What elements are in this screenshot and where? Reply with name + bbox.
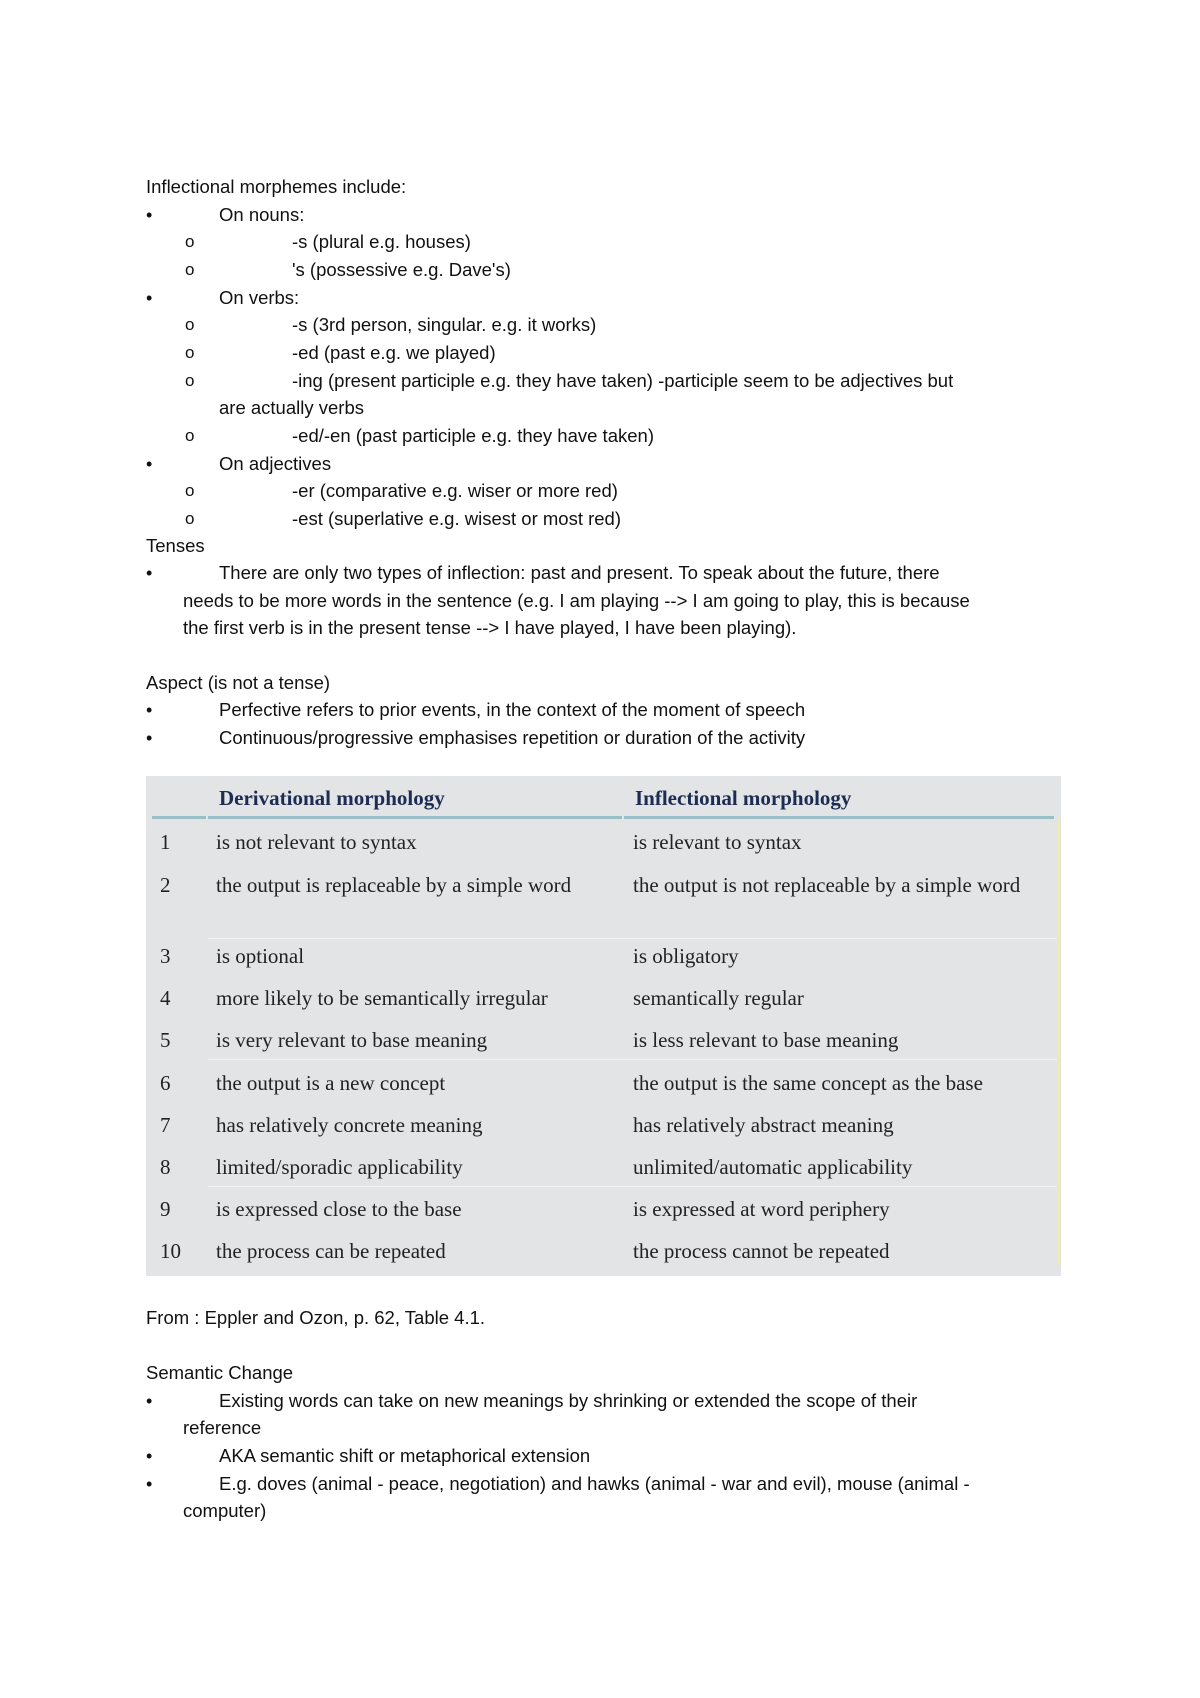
adjective-item: -est (superlative e.g. wisest or most red)	[292, 508, 621, 529]
header-rule	[152, 816, 206, 819]
tenses-line: There are only two types of inflection: past and present. To speak about the future, there	[219, 562, 940, 583]
semantic-heading: Semantic Change	[146, 1362, 294, 1383]
verbs-label: On verbs:	[219, 287, 300, 308]
row-number: 3	[160, 944, 171, 968]
row-number: 9	[160, 1197, 171, 1221]
inflectional-cell: the output is not replaceable by a simple word	[633, 873, 1021, 897]
row-number: 6	[160, 1071, 171, 1095]
inflectional-cell: has relatively abstract meaning	[633, 1113, 894, 1137]
header-derivational: Derivational morphology	[219, 786, 445, 810]
bullet: •	[146, 1474, 153, 1494]
adjectives-label: On adjectives	[219, 453, 332, 474]
inflectional-cell: is less relevant to base meaning	[633, 1028, 899, 1052]
bullet: •	[146, 205, 153, 225]
bullet: •	[146, 700, 153, 720]
row-number: 10	[160, 1239, 181, 1263]
noun-item: 's (possessive e.g. Dave's)	[292, 259, 511, 280]
sub-bullet: o	[185, 343, 195, 362]
verb-item: -ed (past e.g. we played)	[292, 342, 496, 363]
inflectional-heading: Inflectional morphemes include:	[146, 176, 407, 197]
aspect-heading: Aspect (is not a tense)	[146, 672, 331, 693]
adjective-item: -er (comparative e.g. wiser or more red)	[292, 480, 618, 501]
semantic-item: Existing words can take on new meanings by shrinking or extended the scope of their	[219, 1390, 918, 1411]
derivational-cell: limited/sporadic applicability	[216, 1155, 463, 1179]
bullet: •	[146, 288, 153, 308]
inflectional-cell: the output is the same concept as the base	[633, 1071, 983, 1095]
bullet: •	[146, 563, 153, 583]
inflectional-cell: the process cannot be repeated	[633, 1239, 890, 1263]
nouns-label: On nouns:	[219, 204, 305, 225]
group-separator	[208, 1186, 1057, 1187]
row-number: 2	[160, 873, 171, 897]
aspect-item: Perfective refers to prior events, in the context of the moment of speech	[219, 699, 806, 720]
row-number: 5	[160, 1028, 171, 1052]
inflectional-cell: is obligatory	[633, 944, 739, 968]
derivational-cell: the process can be repeated	[216, 1239, 446, 1263]
sub-bullet: o	[185, 315, 195, 334]
group-separator	[208, 1059, 1057, 1060]
semantic-item: AKA semantic shift or metaphorical extension	[219, 1445, 591, 1466]
derivational-cell: is very relevant to base meaning	[216, 1028, 488, 1052]
tenses-line: the first verb is in the present tense --> I have played, I have been playing).	[183, 617, 797, 638]
aspect-item: Continuous/progressive emphasises repetition or duration of the activity	[219, 727, 806, 748]
header-inflectional: Inflectional morphology	[635, 786, 852, 810]
group-separator	[208, 938, 1057, 939]
sub-bullet: o	[185, 232, 195, 251]
derivational-cell: the output is a new concept	[216, 1071, 446, 1095]
header-rule	[208, 816, 622, 819]
row-number: 8	[160, 1155, 171, 1179]
semantic-item: E.g. doves (animal - peace, negotiation) and hawks (animal - war and evil), mouse (animal -	[219, 1473, 970, 1494]
inflectional-cell: is expressed at word periphery	[633, 1197, 890, 1221]
sub-bullet: o	[185, 481, 195, 500]
verb-item: -s (3rd person, singular. e.g. it works)	[292, 314, 597, 335]
morphology-comparison-table	[146, 776, 1061, 1276]
derivational-cell: the output is replaceable by a simple word	[216, 873, 572, 897]
row-number: 7	[160, 1113, 171, 1137]
inflectional-cell: semantically regular	[633, 986, 804, 1010]
row-number: 1	[160, 830, 171, 854]
inflectional-cell: is relevant to syntax	[633, 830, 802, 854]
tenses-heading: Tenses	[146, 535, 205, 556]
derivational-cell: has relatively concrete meaning	[216, 1113, 483, 1137]
sub-bullet: o	[185, 426, 195, 445]
tenses-line: needs to be more words in the sentence (e.g. I am playing --> I am going to play, this is because	[183, 590, 970, 611]
bullet: •	[146, 1391, 153, 1411]
verb-item: -ed/-en (past participle e.g. they have taken)	[292, 425, 654, 446]
sub-bullet: o	[185, 371, 195, 390]
sub-bullet: o	[185, 260, 195, 279]
header-rule	[624, 816, 1054, 819]
derivational-cell: is optional	[216, 944, 305, 968]
semantic-item-continuation: reference	[183, 1417, 262, 1438]
row-number: 4	[160, 986, 171, 1010]
sub-bullet: o	[185, 509, 195, 528]
table-source: From : Eppler and Ozon, p. 62, Table 4.1.	[146, 1307, 486, 1328]
bullet: •	[146, 1446, 153, 1466]
semantic-item-continuation: computer)	[183, 1500, 267, 1521]
derivational-cell: more likely to be semantically irregular	[216, 986, 548, 1010]
derivational-cell: is not relevant to syntax	[216, 830, 417, 854]
noun-item: -s (plural e.g. houses)	[292, 231, 471, 252]
inflectional-cell: unlimited/automatic applicability	[633, 1155, 913, 1179]
verb-item-continuation: are actually verbs	[219, 397, 364, 418]
bullet: •	[146, 454, 153, 474]
verb-item: -ing (present participle e.g. they have taken) -participle seem to be adjectives but	[292, 370, 954, 391]
derivational-cell: is expressed close to the base	[216, 1197, 462, 1221]
bullet: •	[146, 728, 153, 748]
table-edge	[1057, 820, 1059, 1266]
